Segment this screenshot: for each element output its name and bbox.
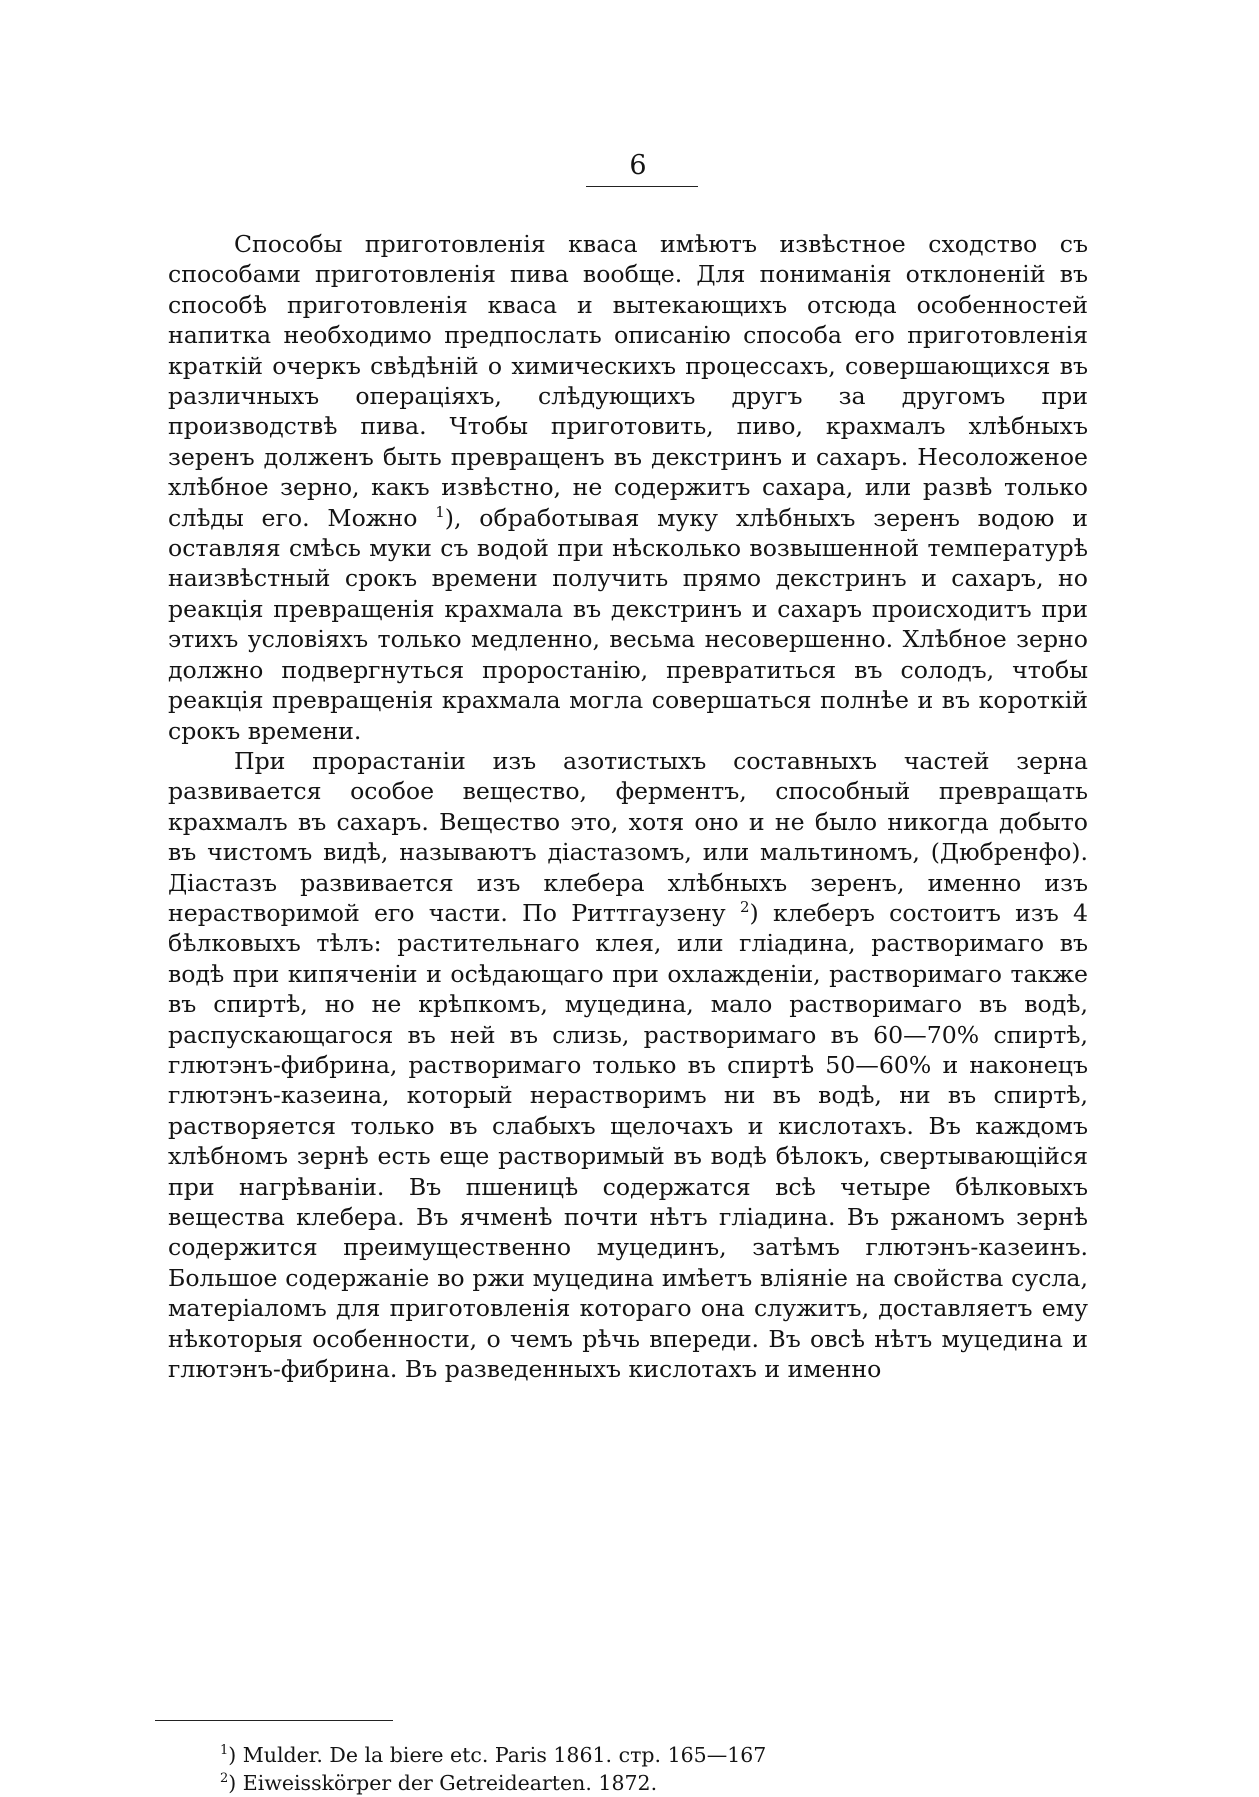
- footnote-ref-2: 2: [739, 898, 750, 917]
- footnote-1-text: ) Mulder. De la biere etc. Paris 1861. стр. 165—167: [228, 1743, 767, 1767]
- paragraph-1-text-after: ), обработывая муку хлѣбныхъ зеренъ водою и оставляя смѣсь муки съ водой при нѣсколько возвышенной температурѣ наизвѣстный срокъ времени получить прямо декстринъ и сахаръ, но реакція превращенія крахмала въ декстринъ и сахаръ происходитъ при этихъ условіяхъ только медленно, весьма несовершенно. Хлѣбное зерно должно подвергнуться проростанію, превратиться въ солодъ, чтобы реакція превращенія крахмала могла совершаться полнѣе и въ короткій срокъ времени.: [168, 503, 1088, 745]
- body-text: [168, 229, 1088, 1384]
- footnote-2-mark: 2: [220, 1771, 229, 1787]
- paragraph-1-text-before: Способы приготовленія кваса имѣютъ извѣстное сходство съ способами приготовленія пива вообще. Для пониманія отклоненій въ способѣ приготовленія кваса и вытекающихъ отсюда особенностей напитка необходимо предпослать описанію способа его приготовленія краткій очеркъ свѣдѣній о химическихъ процессахъ, совершающихся въ различныхъ операціяхъ, слѣдующихъ другъ за другомъ при производствѣ пива. Чтобы приготовить, пиво, крахмалъ хлѣбныхъ зеренъ долженъ быть превращенъ въ декстринъ и сахаръ. Несоложеное хлѣбное зерно, какъ извѣстно, не содержитъ сахара, или развѣ только слѣды его. Можно: [168, 230, 1088, 532]
- paragraph-2-text-before: При прорастаніи изъ азотистыхъ составныхъ частей зерна развивается особое вещество, ферментъ, способный превращать крахмалъ въ сахаръ. Вещество это, хотя оно и не было никогда добыто въ чистомъ видѣ, называютъ діастазомъ, или мальтиномъ, (Дюбренфо). Діастазъ развивается изъ клебера хлѣбныхъ зеренъ, именно изъ нерастворимой его части. По Риттгаузену: [168, 746, 1088, 927]
- footnote-1: [220, 1741, 1060, 1769]
- paragraph-1: [168, 229, 1088, 746]
- footnote-1-mark: 1: [220, 1743, 229, 1759]
- footnote-2: [220, 1769, 1060, 1797]
- footnote-2-text: ) Eiweisskörper der Getreidearten. 1872.: [228, 1771, 658, 1795]
- footnotes: [220, 1741, 1060, 1797]
- paragraph-2-text-after: ) клеберъ состоитъ изъ 4 бѣлковыхъ тѣлъ: растительнаго клея, или гліадина, растворимаго въ водѣ при кипяченіи и осѣдающаго при охлажденіи, растворимаго также въ спиртѣ, но не крѣпкомъ, муцедина, мало растворимаго въ водѣ, распускающагося въ ней въ слизь, растворимаго въ 60—70% спиртѣ, глютэнъ-фибрина, растворимаго только въ спиртѣ 50—60% и наконецъ глютэнъ-казеина, который нерастворимъ ни въ водѣ, ни въ спиртѣ, растворяется только въ слабыхъ щелочахъ и кислотахъ. Въ каждомъ хлѣбномъ зернѣ есть еще растворимый въ водѣ бѣлокъ, свертывающійся при нагрѣваніи. Въ пшеницѣ содержатся всѣ четыре бѣлковыхъ вещества клебера. Въ ячменѣ почти нѣтъ гліадина. Въ ржаномъ зернѣ содержится преимущественно муцединъ, затѣмъ глютэнъ-казеинъ. Большое содержаніе во ржи муцедина имѣетъ вліяніе на свойства сусла, матеріаломъ для приготовленія котораго она служитъ, доставляетъ ему нѣкоторыя особенности, о чемъ рѣчь впереди. Въ овсѣ нѣтъ муцедина и глютэнъ-фибрина. Въ разведенныхъ кислотахъ и именно: [168, 898, 1088, 1384]
- page-number: 6: [629, 150, 647, 181]
- paragraph-2: [168, 746, 1088, 1385]
- footnote-ref-1: 1: [435, 502, 445, 521]
- page-number-rule: [586, 186, 698, 187]
- footnote-rule: [155, 1720, 393, 1721]
